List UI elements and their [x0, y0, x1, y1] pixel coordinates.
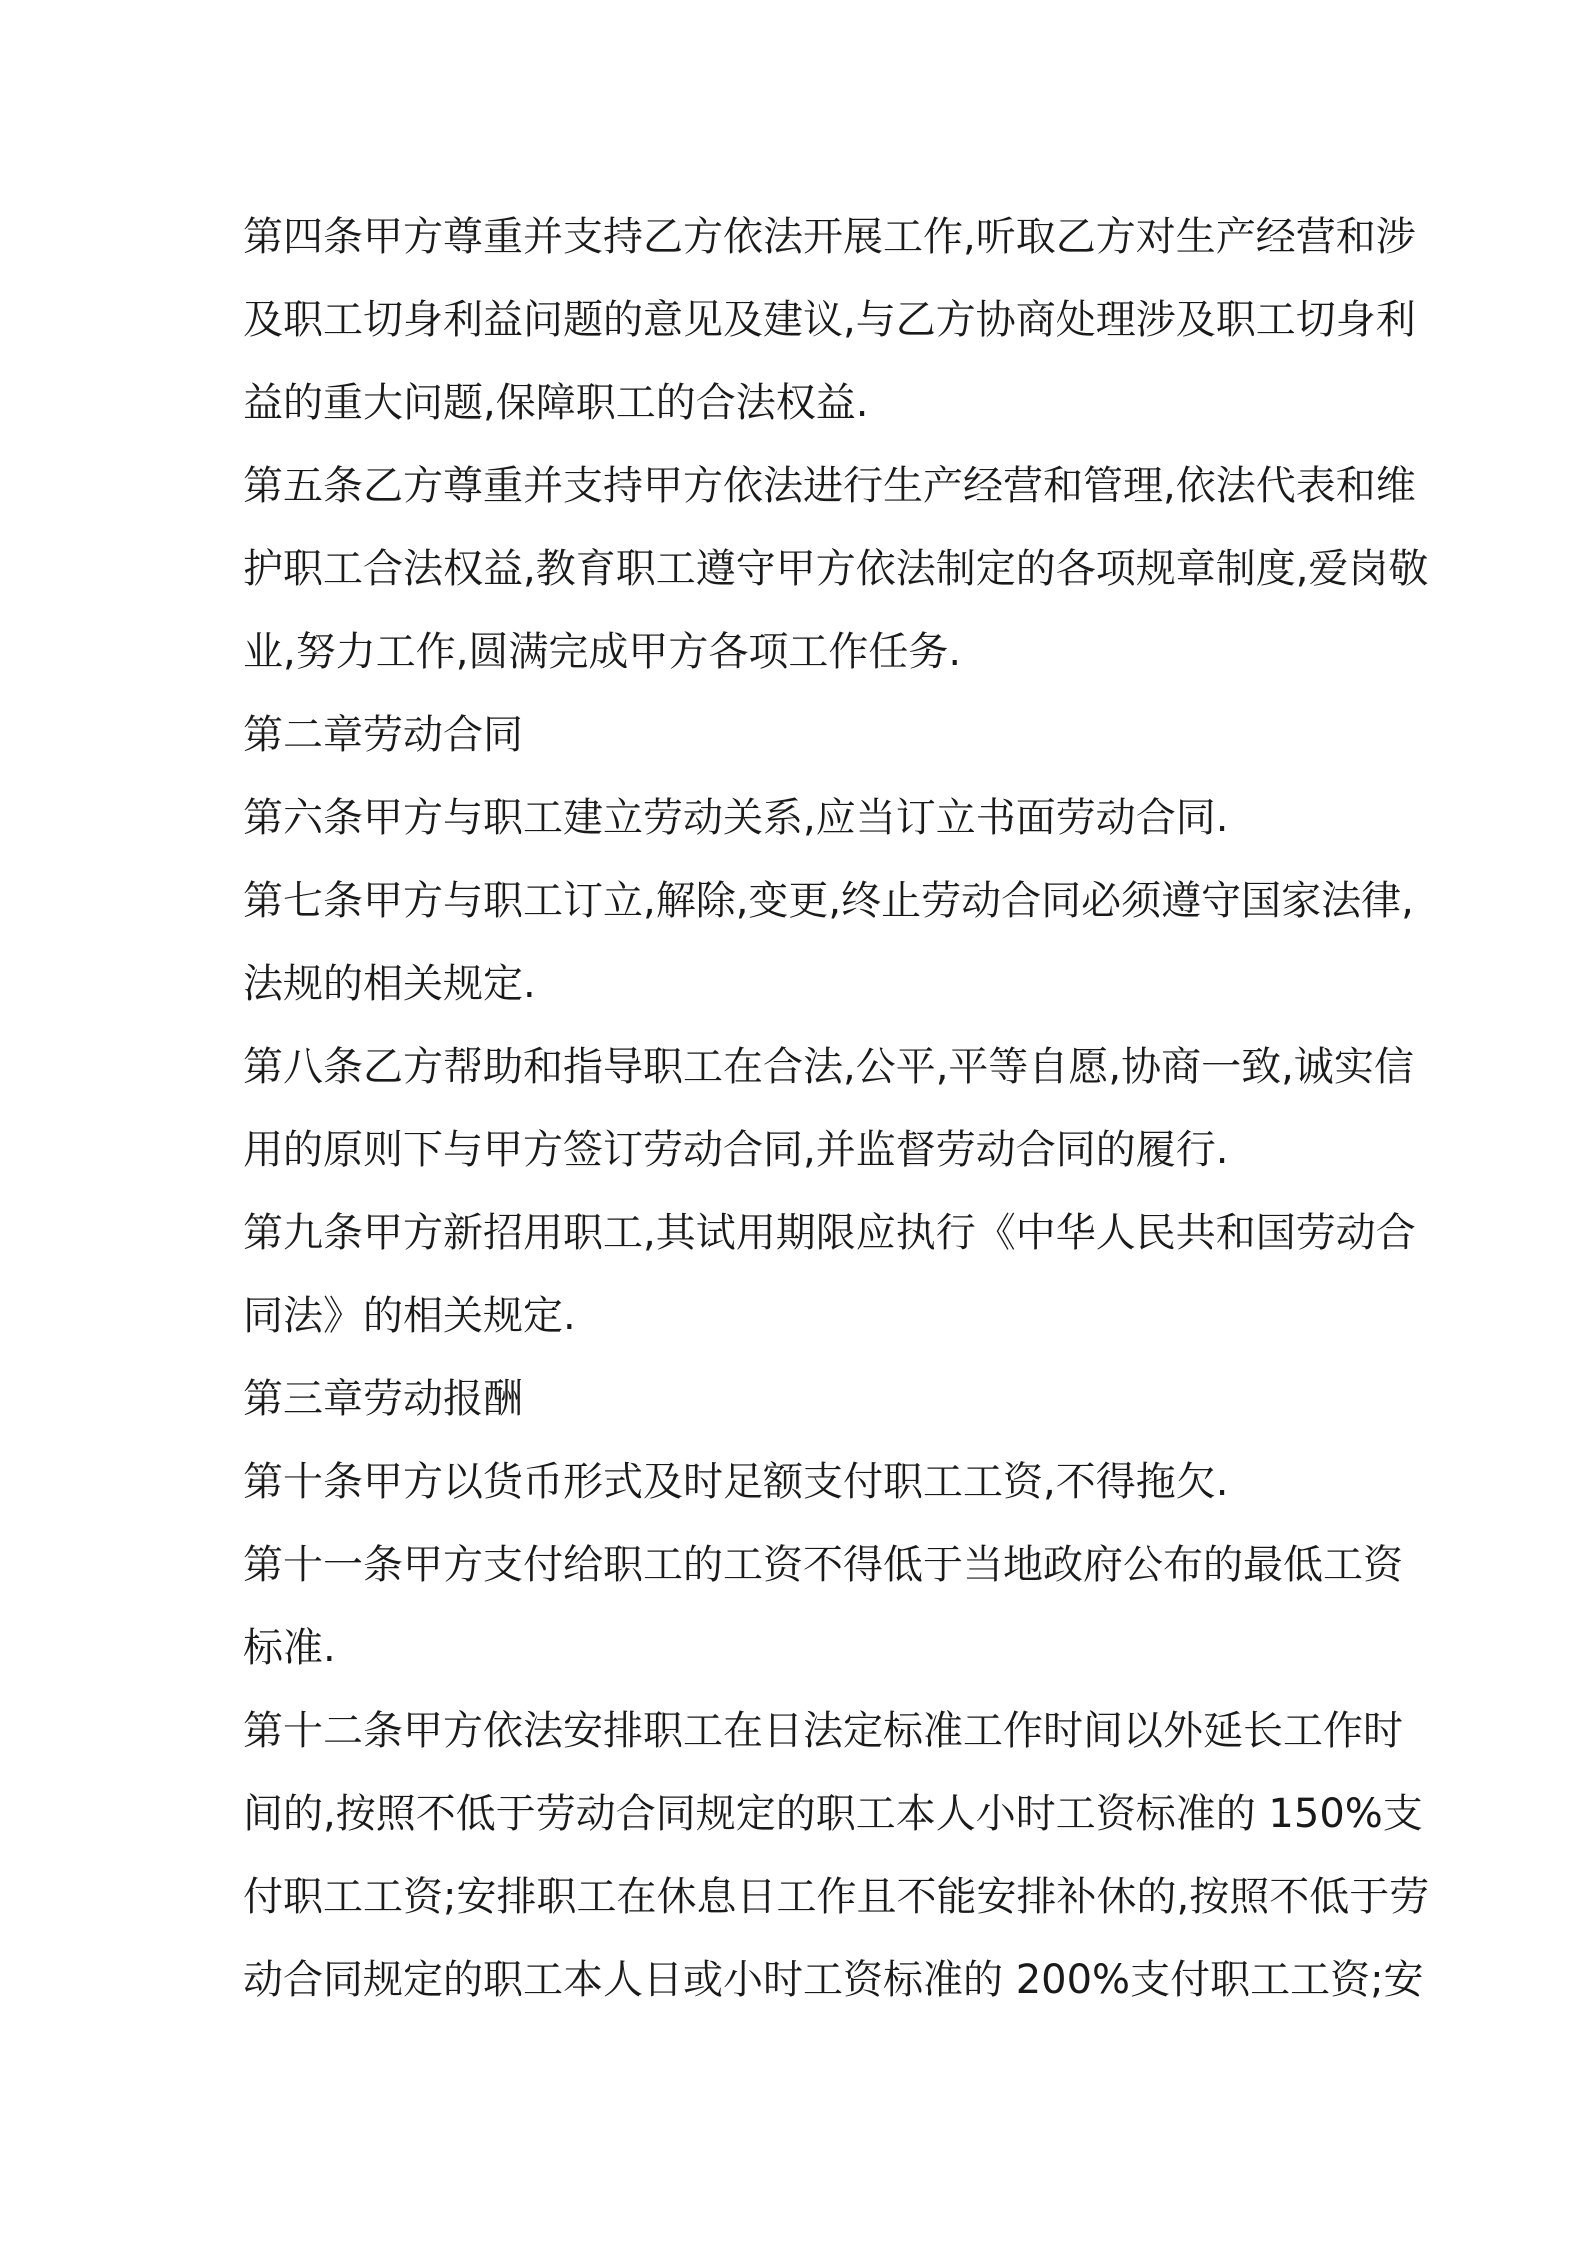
text-line: 标准. [243, 1625, 336, 1671]
text-line: 第七条甲方与职工订立,解除,变更,终止劳动合同必须遵守国家法律, [243, 878, 1414, 924]
document-body [243, 196, 1430, 2022]
text-line: 业,努力工作,圆满完成甲方各项工作任务. [243, 629, 962, 675]
text-line: 第九条甲方新招用职工,其试用期限应执行《中华人民共和国劳动合 [243, 1210, 1416, 1256]
text-line: 同法》的相关规定. [243, 1293, 576, 1339]
text-line: 第八条乙方帮助和指导职工在合法,公平,平等自愿,协商一致,诚实信 [243, 1044, 1414, 1090]
text-line: 法规的相关规定. [243, 961, 536, 1007]
text-line: 第六条甲方与职工建立劳动关系,应当订立书面劳动合同. [243, 795, 1229, 841]
text-line: 及职工切身利益问题的意见及建议,与乙方协商处理涉及职工切身利 [243, 297, 1416, 343]
chapter-heading: 第三章劳动报酬 [243, 1376, 523, 1422]
text-line: 第十一条甲方支付给职工的工资不得低于当地政府公布的最低工资 [243, 1542, 1403, 1588]
text-line: 第五条乙方尊重并支持甲方依法进行生产经营和管理,依法代表和维 [243, 463, 1416, 509]
text-line: 第十条甲方以货币形式及时足额支付职工工资,不得拖欠. [243, 1459, 1229, 1505]
text-line: 付职工工资;安排职工在休息日工作且不能安排补休的,按照不低于劳 [243, 1874, 1430, 1920]
text-line: 第四条甲方尊重并支持乙方依法开展工作,听取乙方对生产经营和涉 [243, 214, 1416, 260]
text-line: 护职工合法权益,教育职工遵守甲方依法制定的各项规章制度,爱岗敬 [243, 546, 1429, 592]
text-line: 用的原则下与甲方签订劳动合同,并监督劳动合同的履行. [243, 1127, 1229, 1173]
text-line: 益的重大问题,保障职工的合法权益. [243, 380, 869, 426]
text-line: 第十二条甲方依法安排职工在日法定标准工作时间以外延长工作时 [243, 1708, 1403, 1754]
text-line: 动合同规定的职工本人日或小时工资标准的 200%支付职工工资;安 [243, 1957, 1424, 2003]
text-line: 间的,按照不低于劳动合同规定的职工本人小时工资标准的 150%支 [243, 1791, 1423, 1837]
chapter-heading: 第二章劳动合同 [243, 712, 523, 758]
